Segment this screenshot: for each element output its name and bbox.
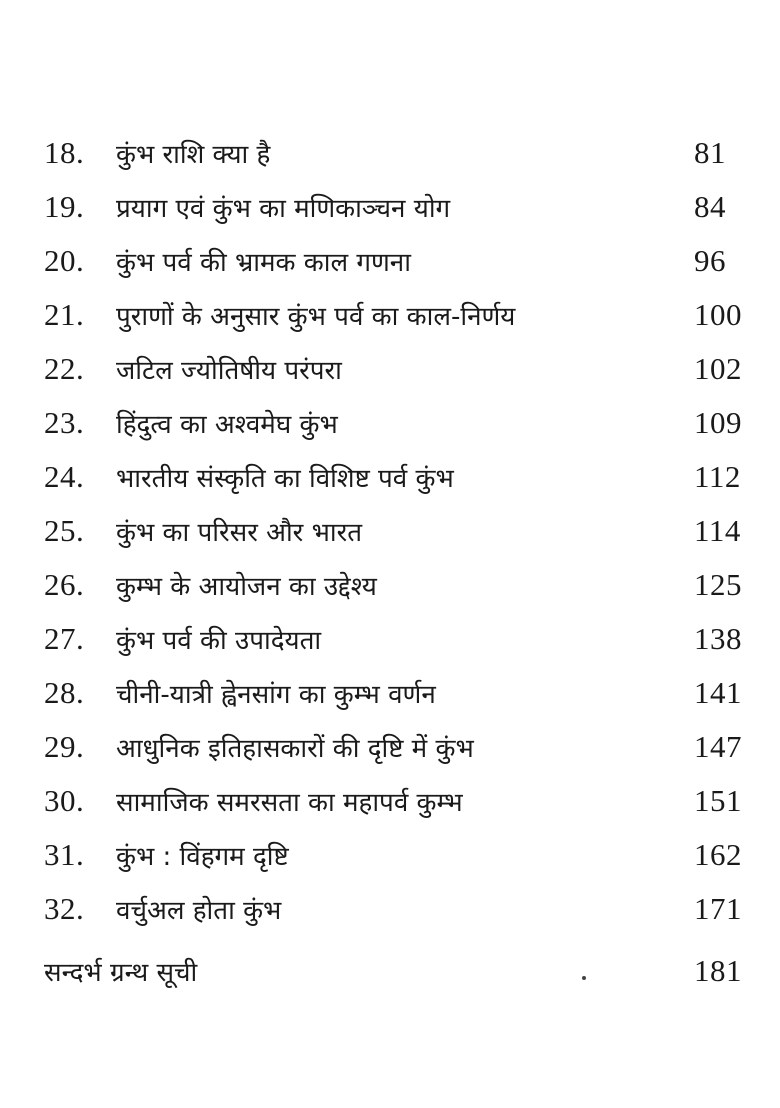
toc-entry-25 (44, 504, 754, 558)
entry-title: सामाजिक समरसता का महापर्व कुम्भ (116, 788, 463, 818)
toc-entry-29 (44, 720, 754, 774)
entry-title: कुंभ का परिसर और भारत (116, 518, 363, 548)
toc-entry-23 (44, 396, 754, 450)
entry-page: 96 (694, 243, 726, 278)
entry-page: 171 (694, 891, 742, 926)
entry-page: 141 (694, 675, 742, 710)
entry-page: 162 (694, 837, 742, 872)
table-of-contents (44, 126, 754, 998)
entry-number: 19. (44, 189, 85, 224)
entry-number: 25. (44, 513, 85, 548)
toc-entry-27 (44, 612, 754, 666)
entry-number: 30. (44, 783, 85, 818)
entry-title: पुराणों के अनुसार कुंभ पर्व का काल-निर्णय (116, 302, 516, 332)
entry-number: 27. (44, 621, 85, 656)
entry-title: वर्चुअल होता कुंभ (116, 896, 282, 926)
entry-page: 81 (694, 135, 726, 170)
entry-page: 84 (694, 189, 726, 224)
toc-entry-22 (44, 342, 754, 396)
entry-title: चीनी-यात्री ह्वेनसांग का कुम्भ वर्णन (116, 680, 436, 710)
entry-number: 32. (44, 891, 85, 926)
entry-title: कुंभ राशि क्या है (116, 140, 271, 170)
toc-entry-24 (44, 450, 754, 504)
entry-page: 100 (694, 297, 742, 332)
toc-entry-26 (44, 558, 754, 612)
entry-number: 28. (44, 675, 85, 710)
entry-page: 112 (694, 459, 741, 494)
entry-number: 20. (44, 243, 85, 278)
toc-entry-28 (44, 666, 754, 720)
entry-title: भारतीय संस्कृति का विशिष्ट पर्व कुंभ (116, 464, 454, 494)
toc-entry-21 (44, 288, 754, 342)
entry-number: 26. (44, 567, 85, 602)
entry-title: जटिल ज्योतिषीय परंपरा (116, 356, 342, 386)
bibliography-page: 181 (694, 953, 742, 988)
entry-page: 125 (694, 567, 742, 602)
bibliography-title: सन्दर्भ ग्रन्थ सूची (44, 958, 198, 988)
entry-title: हिंदुत्व का अश्वमेघ कुंभ (116, 410, 338, 440)
entry-number: 23. (44, 405, 85, 440)
entry-number: 31. (44, 837, 85, 872)
entry-number: 29. (44, 729, 85, 764)
entry-number: 18. (44, 135, 85, 170)
toc-entry-32 (44, 882, 754, 936)
entry-page: 109 (694, 405, 742, 440)
entry-number: 22. (44, 351, 85, 386)
entry-page: 114 (694, 513, 741, 548)
entry-number: 24. (44, 459, 85, 494)
entry-page: 151 (694, 783, 742, 818)
toc-entry-18 (44, 126, 754, 180)
entry-title: कुंभ : विंहगम दृष्टि (116, 842, 289, 872)
entry-title: आधुनिक इतिहासकारों की दृष्टि में कुंभ (116, 734, 474, 764)
toc-entry-bibliography (44, 944, 754, 998)
entry-number: 21. (44, 297, 85, 332)
toc-entry-30 (44, 774, 754, 828)
entry-page: 138 (694, 621, 742, 656)
toc-entry-31 (44, 828, 754, 882)
entry-title: कुम्भ के आयोजन का उद्देश्य (116, 572, 377, 602)
toc-entry-19 (44, 180, 754, 234)
entry-page: 147 (694, 729, 742, 764)
entry-title: कुंभ पर्व की उपादेयता (116, 626, 322, 656)
entry-title: प्रयाग एवं कुंभ का मणिकाञ्चन योग (116, 194, 451, 224)
scan-speck (582, 976, 586, 980)
toc-entry-20 (44, 234, 754, 288)
entry-title: कुंभ पर्व की भ्रामक काल गणना (116, 248, 411, 278)
entry-page: 102 (694, 351, 742, 386)
